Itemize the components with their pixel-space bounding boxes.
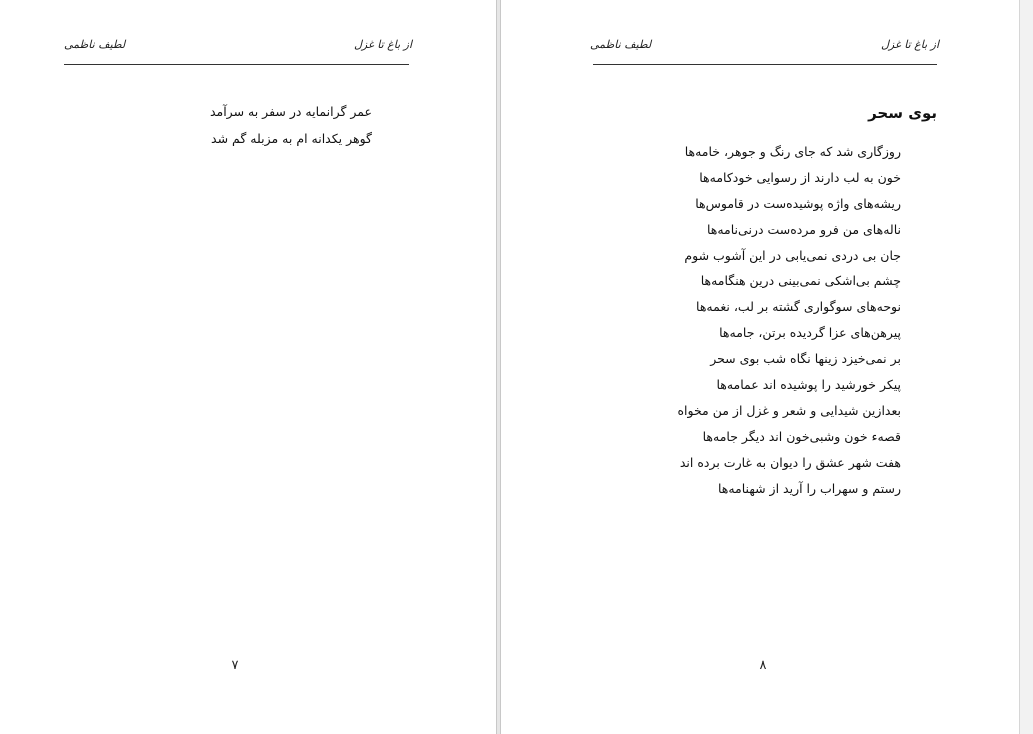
verse-line: ریشه‌های واژه پوشیده‌ست در قاموس‌ها	[695, 195, 901, 211]
verse-line: بر نمی‌خیزد زینها نگاه شب بوی سحر	[710, 351, 901, 367]
verse-line: رستم و سهراب را آرید از شهنامه‌ها	[717, 480, 901, 496]
header-rule	[64, 64, 409, 65]
verse-block	[678, 139, 902, 501]
verse-line: گوهر یکدانه ام به مزبله گم شد	[211, 131, 372, 146]
header-author: لطیف ناظمی	[590, 38, 652, 51]
verse-line: خون به لب دارند از رسوایی خودکامه‌ها	[699, 169, 901, 185]
header-book-title: از باغ تا غزل	[880, 38, 939, 51]
header-author: لطیف ناظمی	[64, 38, 126, 51]
left-page	[0, 0, 497, 734]
verse-line: روزگاری شد که جای رنگ و جوهر، خامه‌ها	[684, 144, 901, 159]
verse-line: هفت شهر عشق را دیوان به غارت برده اند	[679, 454, 901, 470]
viewer-edge	[1019, 0, 1033, 734]
verse-line: بعدازین شیدایی و شعر و غزل از من مخواه	[677, 402, 901, 418]
verse-line: پیرهن‌های عزا گردیده برتن، جامه‌ها	[719, 325, 901, 341]
verse-line: قصهء خون وشبی‌خون اند دیگر جامه‌ها	[702, 428, 901, 444]
verse-line: عمر گرانمایه در سفر به سرآمد	[209, 104, 372, 119]
right-page	[501, 0, 1019, 734]
page-number: ۷	[231, 658, 239, 673]
page-number: ۸	[759, 658, 767, 673]
verse-line: جان بی دردی نمی‌یابی در این آشوب شوم	[684, 247, 901, 263]
poem-title: بوی سحر	[868, 104, 937, 122]
verse-block	[210, 98, 372, 152]
verse-line: چشم بی‌اشکی نمی‌بینی درین هنگامه‌ها	[700, 273, 901, 289]
verse-line: پیکر خورشید را پوشیده اند عمامه‌ها	[716, 377, 901, 393]
verse-line: ناله‌های من فرو مرده‌ست درنی‌نامه‌ها	[706, 221, 901, 237]
header-rule	[593, 64, 937, 65]
verse-line: نوحه‌های سوگواری گشته بر لب، نغمه‌ها	[696, 299, 901, 315]
header-book-title: از باغ تا غزل	[353, 38, 412, 51]
